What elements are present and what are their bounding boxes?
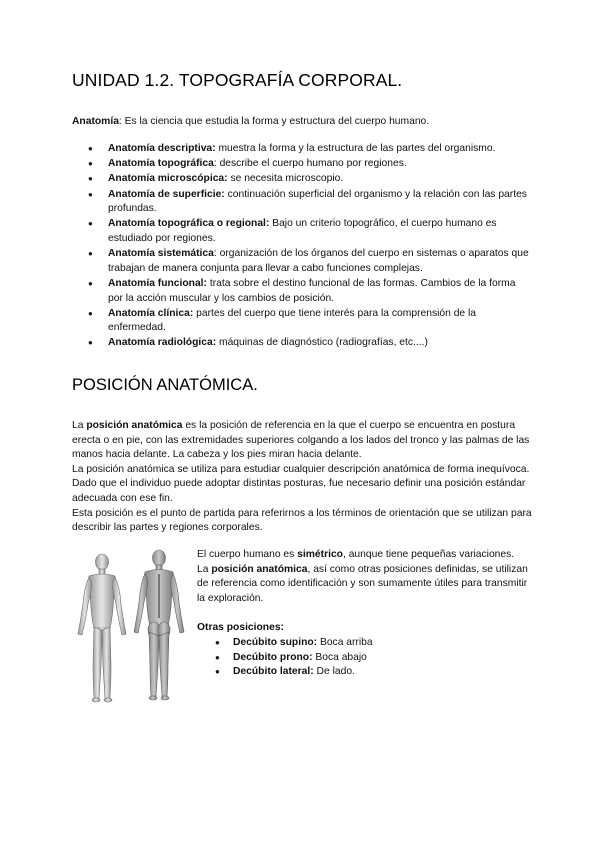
paragraph: La posición anatómica se utiliza para estudiar cualquier descripción anatómica de forma inequívoca. Dado que el individuo puede adoptar distintas posturas, fue necesario definir una posición estándar adecuada con ese fin. — [72, 463, 530, 504]
definition-term: Anatomía topográfica o regional: — [108, 218, 270, 230]
paragraph-text: La — [197, 563, 212, 575]
back-figure — [134, 550, 184, 700]
list-item — [72, 307, 532, 336]
paragraph-text: El cuerpo humano es — [197, 549, 298, 560]
paragraph-text: es la posición de referencia en la que el cuerpo se encuentra en postura erecta o en pie, con las extremidades superiores colgando a los lados del tronco y las palmas de las manos hacia delante. La cabeza y los pies miran hacia delante. — [72, 420, 530, 461]
list-item — [72, 336, 532, 351]
paragraph — [72, 419, 532, 463]
definition-text: máquinas de diagnóstico (radiografías, etc....) — [216, 337, 428, 349]
position-term: Decúbito prono: — [233, 651, 313, 663]
definition-term: Anatomía radiológica: — [108, 337, 217, 349]
intro-term: Anatomía — [72, 116, 119, 127]
definition-text: continuación superficial del organismo y la relación con las partes profundas. — [108, 188, 527, 215]
paragraph-text: , aunque tiene pequeñas variaciones. — [342, 549, 515, 560]
position-text: Boca arriba — [317, 636, 373, 648]
definition-term: Anatomía topográfica — [108, 158, 214, 170]
list-item — [197, 665, 532, 680]
definition-term: Anatomía sistemática — [108, 248, 214, 260]
definition-term: Anatomía de superficie: — [108, 188, 225, 200]
list-item — [72, 188, 532, 217]
list-item — [72, 247, 532, 276]
paragraph — [197, 563, 532, 607]
definition-term: Anatomía clínica: — [108, 307, 194, 319]
definitions-list — [72, 142, 532, 352]
list-item — [72, 217, 532, 246]
definition-term: Anatomía microscópica: — [108, 173, 228, 185]
list-item — [72, 157, 532, 172]
paragraph-text: La — [72, 420, 87, 431]
paragraph: Esta posición es el punto de partida para referirnos a los términos de orientación que se utilizan para describir las partes y regiones corporales. — [72, 507, 532, 534]
page-title: UNIDAD 1.2. TOPOGRAFÍA CORPORAL. — [72, 70, 403, 90]
definition-text: muestra la forma y la estructura de las partes del organismo. — [215, 143, 496, 154]
paragraph-bold: posición anatómica — [86, 420, 183, 431]
anatomical-position-illustration — [72, 548, 190, 708]
list-item — [197, 636, 532, 651]
list-item — [72, 172, 532, 187]
section-body — [72, 419, 532, 536]
definition-text: : organización de los órganos del cuerpo en sistemas o aparatos que trabajan de manera conjunta para llevar a cabo funciones complejas. — [108, 248, 529, 274]
list-item — [72, 277, 532, 306]
definition-text: trata sobre el destino funcional de las formas. Cambios de la forma por la acción muscular y los cambios de posición. — [108, 277, 516, 304]
definition-text: partes del cuerpo que tiene interés para la comprensión de la enfermedad. — [108, 307, 477, 334]
list-item — [72, 142, 532, 157]
symmetry-text — [197, 548, 532, 680]
definition-text: se necesita microscopio. — [227, 173, 344, 185]
definition-term: Anatomía funcional: — [108, 277, 207, 289]
position-term: Decúbito lateral: — [233, 666, 314, 678]
other-positions-title: Otras posiciones: — [197, 622, 284, 634]
paragraph-bold: simétrico — [297, 549, 343, 560]
intro-text: : Es la ciencia que estudia la forma y estructura del cuerpo humano. — [118, 116, 430, 127]
paragraph-bold: posición anatómica — [211, 563, 308, 575]
list-item — [197, 651, 532, 666]
section-title: POSICIÓN ANATÓMICA. — [72, 376, 258, 394]
paragraph — [197, 548, 532, 563]
definition-text: : describe el cuerpo humano por regiones. — [213, 158, 407, 170]
front-figure — [78, 554, 126, 702]
other-positions-list — [197, 636, 532, 680]
paragraph-text: , así como otras posiciones definidas, se utilizan de referencia como identificación y son sumamente útiles para transmitir la exploración. — [197, 563, 528, 604]
position-text: De lado. — [313, 666, 355, 678]
intro-paragraph — [72, 115, 532, 129]
definition-term: Anatomía descriptiva: — [108, 143, 216, 154]
position-text: Boca abajo — [312, 651, 367, 663]
definition-text: Bajo un criterio topográfico, el cuerpo humano es estudiado por regiones. — [108, 218, 497, 244]
position-term: Decúbito supino: — [233, 636, 318, 648]
